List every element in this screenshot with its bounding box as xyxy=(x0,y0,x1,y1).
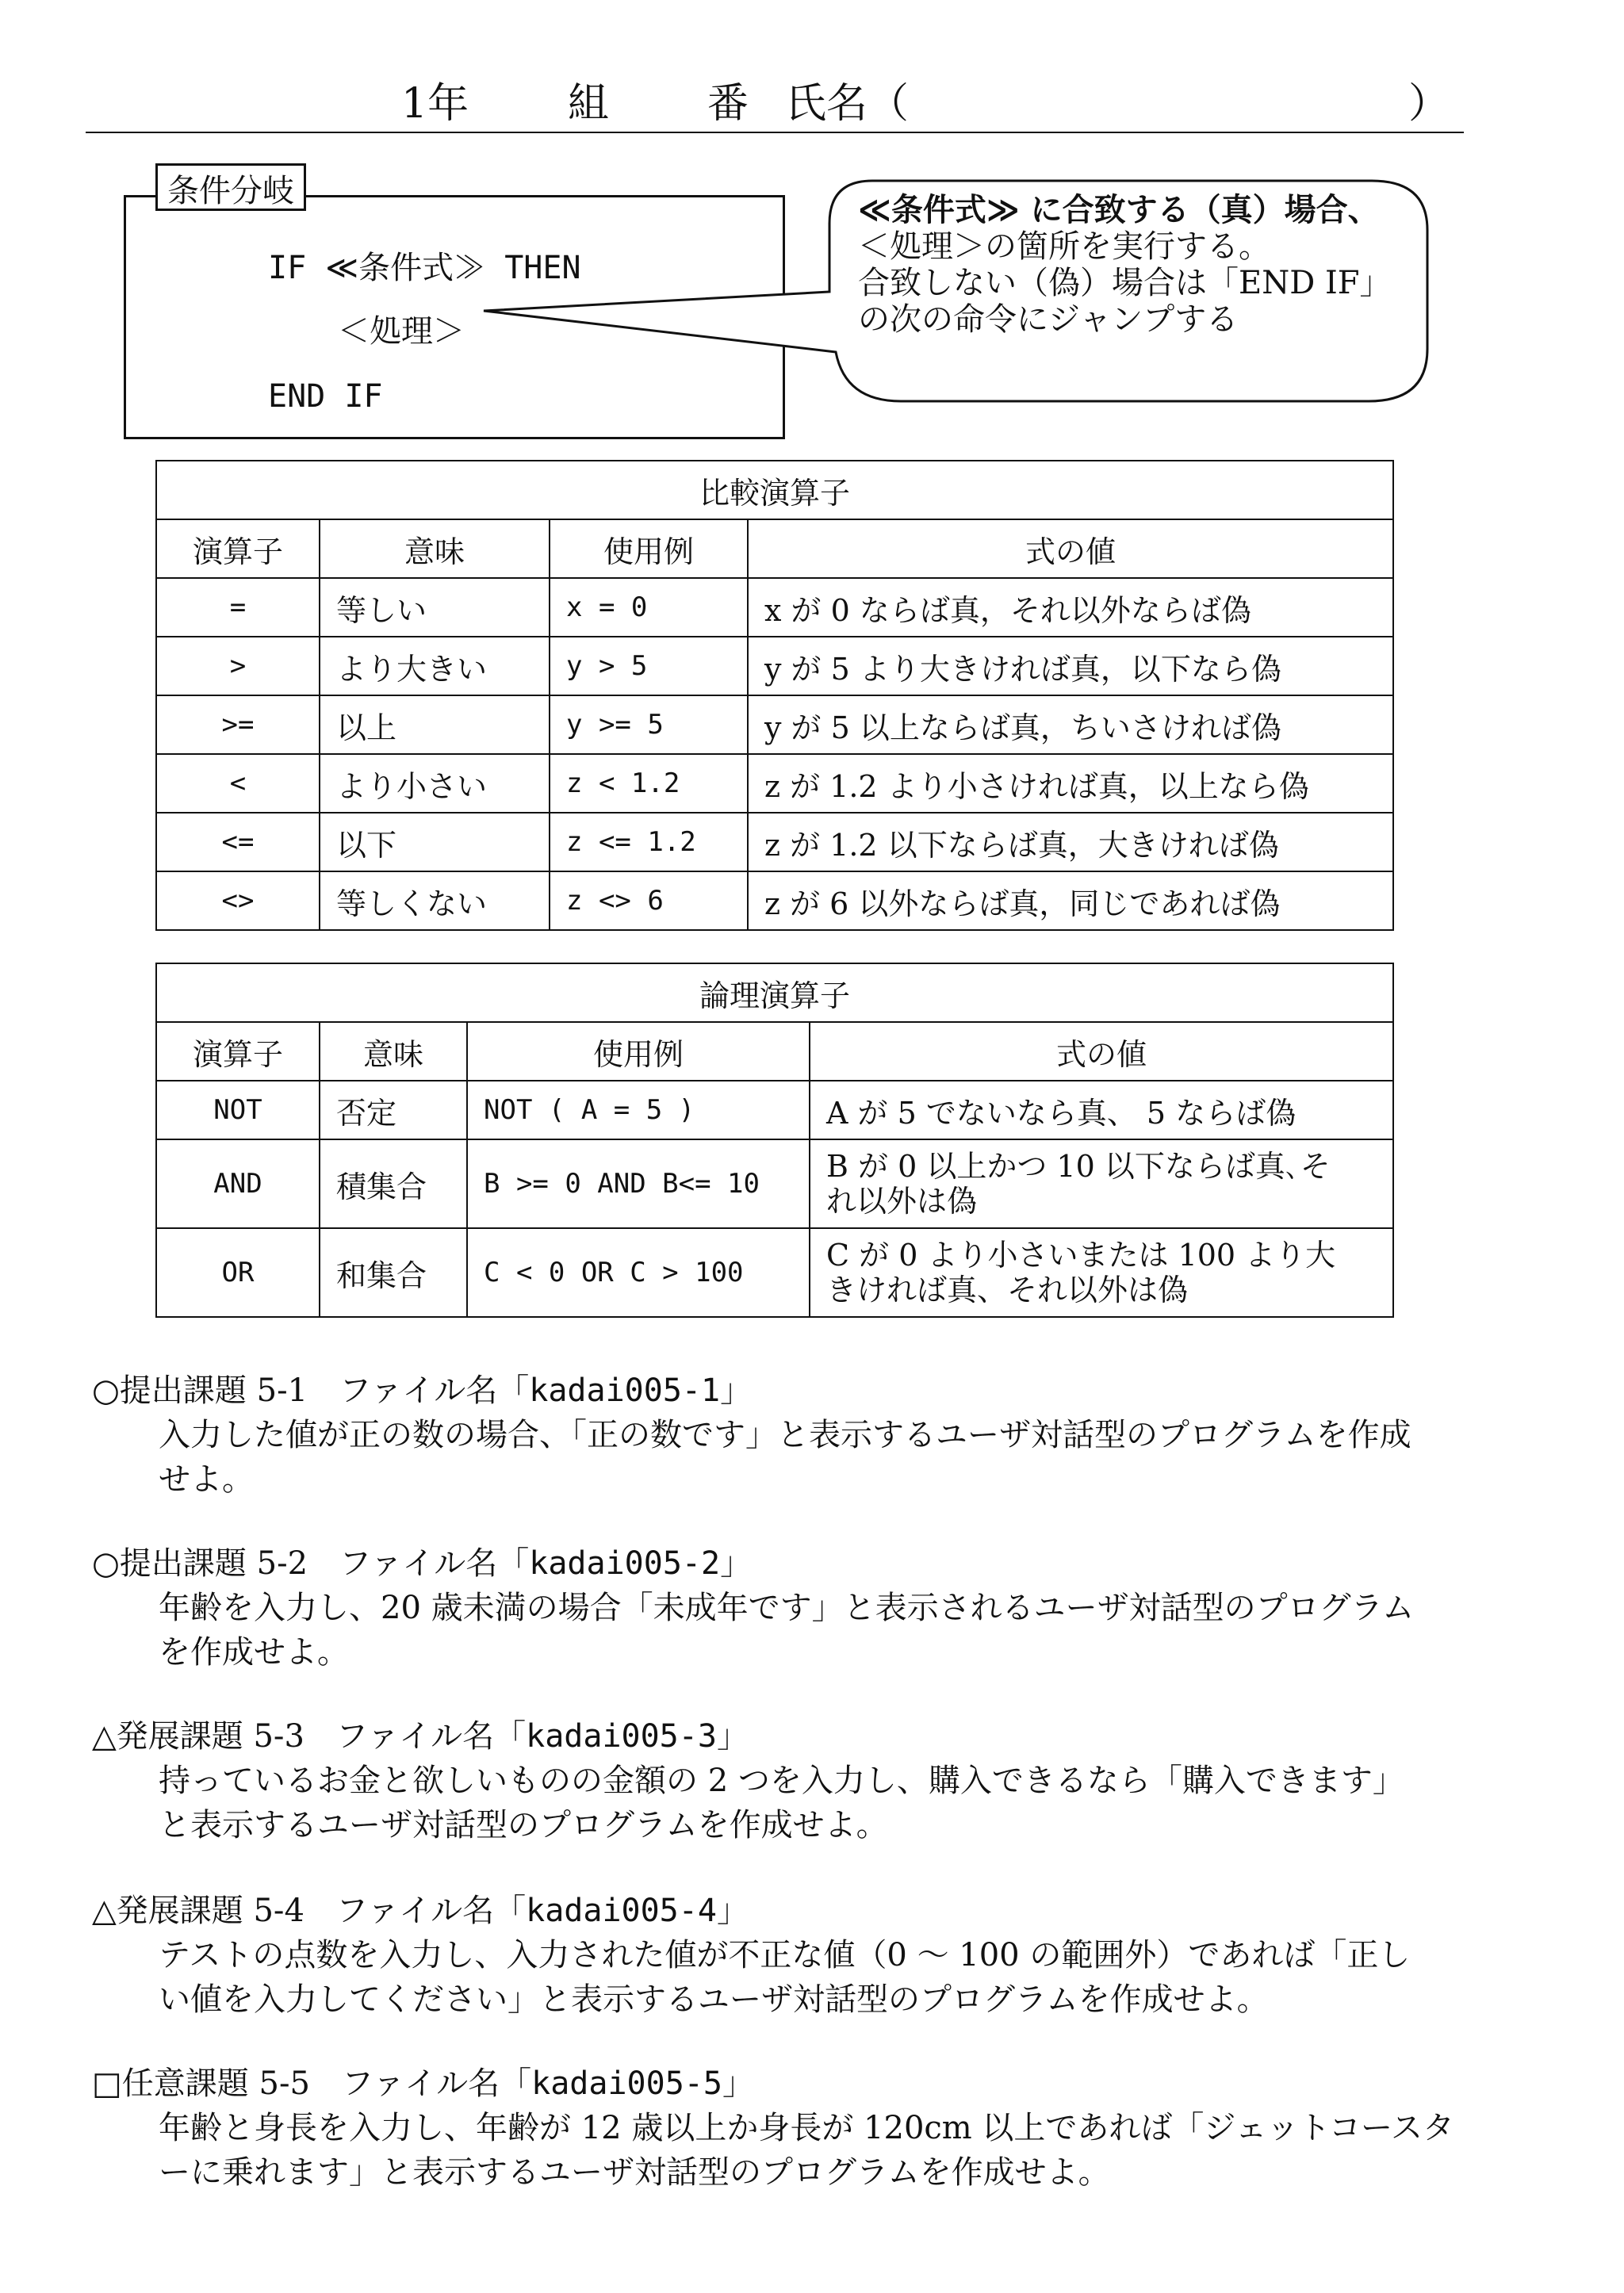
task-filename: kadai005-3 xyxy=(526,1718,717,1755)
table-row xyxy=(156,1228,1393,1317)
operator-cell: = xyxy=(156,578,320,637)
value-cell: z が 1.2 以下ならば真，大きければ偽 xyxy=(748,813,1393,871)
table-row xyxy=(156,695,1393,754)
column-header: 演算子 xyxy=(156,519,320,578)
column-header: 演算子 xyxy=(156,1022,320,1081)
value-cell: z が 1.2 より小さければ真，以上なら偽 xyxy=(748,754,1393,813)
callout-line-2: ＜処理＞の箇所を実行する。 xyxy=(858,228,1270,265)
task-title-text: 任意課題 5-5 ファイル名「 xyxy=(121,2065,532,2102)
task-filename: kadai005-2 xyxy=(529,1545,721,1582)
task-body xyxy=(92,2106,1488,2195)
grade-label: 1年 xyxy=(401,80,469,128)
example-cell: z <= 1.2 xyxy=(550,813,748,871)
example-cell: NOT ( A = 5 ) xyxy=(467,1081,810,1139)
column-header: 意味 xyxy=(320,1022,467,1081)
task-title-end: 」 xyxy=(716,1893,749,1929)
task-filename: kadai005-5 xyxy=(531,2065,722,2102)
code-endif-line: END IF xyxy=(268,378,383,415)
task-title-end: 」 xyxy=(720,1372,753,1409)
task-5-2 xyxy=(92,1541,1488,1675)
task-marker: ○ xyxy=(92,1372,120,1409)
meaning-cell: 等しくない xyxy=(320,871,550,930)
task-line: ーに乗れます」と表示するユーザ対話型のプログラムを作成せよ。 xyxy=(159,2154,1110,2191)
number-label: 番 xyxy=(707,80,749,128)
task-line: と表示するユーザ対話型のプログラムを作成せよ。 xyxy=(159,1807,888,1843)
callout-line-4: の次の命令にジャンプする xyxy=(858,301,1239,338)
name-label: 氏名（ xyxy=(785,80,910,128)
task-title xyxy=(92,1541,1488,1586)
table-header-row xyxy=(156,519,1393,578)
example-cell: z <> 6 xyxy=(550,871,748,930)
meaning-cell: 和集合 xyxy=(320,1228,467,1317)
task-title-end: 」 xyxy=(716,1718,749,1755)
task-line: 入力した値が正の数の場合、「正の数です」と表示するユーザ対話型のプログラムを作成 xyxy=(159,1417,1411,1453)
value-cell: C が 0 より小さいまたは 100 より大 きければ真、それ以外は偽 xyxy=(810,1228,1393,1317)
operator-cell: <> xyxy=(156,871,320,930)
table-title: 論理演算子 xyxy=(156,963,1393,1022)
meaning-cell: 以下 xyxy=(320,813,550,871)
task-line: を作成せよ。 xyxy=(159,1634,349,1671)
meaning-cell: より小さい xyxy=(320,754,550,813)
callout-line xyxy=(858,228,1413,265)
task-title-text: 発展課題 5-3 ファイル名「 xyxy=(116,1718,527,1755)
task-marker: △ xyxy=(92,1893,117,1929)
value-cell: B が 0 以上かつ 10 以下ならば真､そ れ以外は偽 xyxy=(810,1139,1393,1228)
example-cell: z < 1.2 xyxy=(550,754,748,813)
operator-cell: <= xyxy=(156,813,320,871)
task-title xyxy=(92,1369,1488,1413)
task-line: テストの点数を入力し、入力された値が不正な値（0 ～ 100 の範囲外）であれば「正し xyxy=(159,1937,1411,1973)
task-filename: kadai005-1 xyxy=(529,1372,721,1409)
callout-line xyxy=(858,265,1413,301)
table-row xyxy=(156,1139,1393,1228)
operator-cell: OR xyxy=(156,1228,320,1317)
task-title-text: 発展課題 5-4 ファイル名「 xyxy=(116,1893,527,1929)
logical-operators-table xyxy=(155,963,1394,1318)
code-process-line: ＜処理＞ xyxy=(338,313,465,350)
task-title-text: 提出課題 5-1 ファイル名「 xyxy=(119,1372,530,1409)
column-header: 使用例 xyxy=(467,1022,810,1081)
task-title xyxy=(92,2061,1488,2106)
column-header: 式の値 xyxy=(810,1022,1393,1081)
callout-line xyxy=(858,301,1413,338)
value-cell: A が 5 でないなら真、 5 ならば偽 xyxy=(810,1081,1393,1139)
table-row xyxy=(156,813,1393,871)
value-cell: x が 0 ならば真，それ以外ならば偽 xyxy=(748,578,1393,637)
callout-text xyxy=(858,192,1413,338)
task-marker: □ xyxy=(92,2065,122,2102)
operator-cell: >= xyxy=(156,695,320,754)
task-line: 年齢と身長を入力し、年齢が 12 歳以上か身長が 120cm 以上であれば「ジェットコースタ xyxy=(159,2110,1455,2146)
table-row xyxy=(156,578,1393,637)
name-close: ） xyxy=(1408,80,1450,128)
task-title-end: 」 xyxy=(720,1545,753,1582)
callout-line-1: ≪条件式≫ に合致する（真）場合、 xyxy=(858,192,1380,228)
if-syntax-label: 条件分岐 xyxy=(155,163,306,211)
task-5-4 xyxy=(92,1889,1488,2022)
comparison-operators-table xyxy=(155,460,1394,931)
task-5-1 xyxy=(92,1369,1488,1502)
task-body xyxy=(92,1759,1488,1847)
task-title xyxy=(92,1714,1488,1759)
table-row xyxy=(156,754,1393,813)
example-cell: x = 0 xyxy=(550,578,748,637)
task-title-end: 」 xyxy=(722,2065,754,2102)
value-cell: y が 5 より大きければ真，以下なら偽 xyxy=(748,637,1393,695)
table-row xyxy=(156,1081,1393,1139)
task-5-3 xyxy=(92,1714,1488,1847)
column-header: 意味 xyxy=(320,519,550,578)
task-line: 年齢を入力し、20 歳未満の場合「未成年です」と表示されるユーザ対話型のプログラム xyxy=(159,1590,1415,1626)
task-marker: ○ xyxy=(92,1545,120,1582)
value-cell: z が 6 以外ならば真，同じであれば偽 xyxy=(748,871,1393,930)
operator-cell: < xyxy=(156,754,320,813)
table-header-row xyxy=(156,1022,1393,1081)
meaning-cell: 以上 xyxy=(320,695,550,754)
operator-cell: AND xyxy=(156,1139,320,1228)
meaning-cell: 否定 xyxy=(320,1081,467,1139)
task-line: い値を入力してください」と表示するユーザ対話型のプログラムを作成せよ。 xyxy=(159,1981,1269,2018)
meaning-cell: 等しい xyxy=(320,578,550,637)
example-cell: y >= 5 xyxy=(550,695,748,754)
code-if-line: IF ≪条件式≫ THEN xyxy=(268,250,581,286)
class-label: 組 xyxy=(568,80,610,128)
task-body xyxy=(92,1933,1488,2022)
task-body xyxy=(92,1413,1488,1502)
example-cell: y > 5 xyxy=(550,637,748,695)
operator-cell: > xyxy=(156,637,320,695)
operator-cell: NOT xyxy=(156,1081,320,1139)
task-line: せよ。 xyxy=(159,1461,254,1498)
task-body xyxy=(92,1586,1488,1675)
column-header: 使用例 xyxy=(550,519,748,578)
task-5-5 xyxy=(92,2061,1488,2195)
task-title xyxy=(92,1889,1488,1933)
table-row xyxy=(156,871,1393,930)
task-title-text: 提出課題 5-2 ファイル名「 xyxy=(119,1545,530,1582)
meaning-cell: 積集合 xyxy=(320,1139,467,1228)
column-header: 式の値 xyxy=(748,519,1393,578)
example-cell: C < 0 OR C > 100 xyxy=(467,1228,810,1317)
value-cell: y が 5 以上ならば真，ちいさければ偽 xyxy=(748,695,1393,754)
callout-line-3: 合致しない（偽）場合は「END IF」 xyxy=(858,265,1392,301)
task-line: 持っているお金と欲しいものの金額の 2 つを入力し、購入できるなら「購入できます」 xyxy=(159,1763,1404,1799)
callout-line xyxy=(858,192,1413,228)
table-row xyxy=(156,637,1393,695)
task-filename: kadai005-4 xyxy=(526,1893,717,1929)
table-title: 比較演算子 xyxy=(156,461,1393,519)
example-cell: B >= 0 AND B<= 10 xyxy=(467,1139,810,1228)
task-marker: △ xyxy=(92,1718,117,1755)
meaning-cell: より大きい xyxy=(320,637,550,695)
